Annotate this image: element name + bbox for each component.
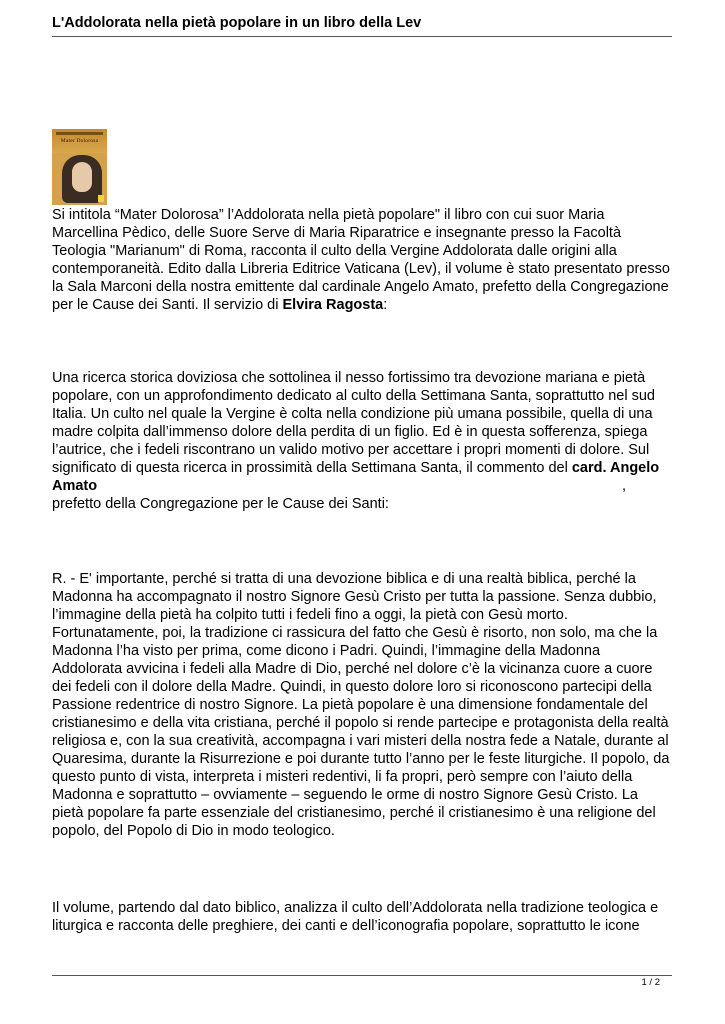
paragraph-intro	[52, 206, 672, 314]
cover-author-strip	[56, 132, 103, 135]
publisher-badge-icon	[98, 195, 104, 202]
paragraph-summary-end: prefetto della Congregazione per le Cause dei Santi:	[52, 496, 389, 512]
cardinal-name-part1: card. Angelo	[571, 460, 660, 476]
book-cover-image	[52, 129, 107, 205]
paragraph-interview: R. - E' importante, perché si tratta di una devozione biblica e di una realtà biblica, perché la Madonna ha accompagnato il nostro Signore Gesù Cristo per tutta la passione. Senza dubbio, l’immagine della pietà ha colpito tutti i fedeli fino a oggi, la pietà con Gesù morto. Fortunatamente, poi, la tradizione ci rassicura del fatto che Gesù è risorto, non solo, ma che la Madonna l’ha visto per prima, come dicono i Padri. Quindi, l’immagine della Madonna Addolorata avvicina i fedeli alla Madre di Dio, perché nel dolore c’è la vicinanza cuore a cuore dei fedeli con il dolore della Madre. Quindi, in questo dolore loro si riconoscono partecipi della Passione redentrice di nostro Signore. La pietà popolare è una dimensione fondamentale del cristianesimo e della vita cristiana, perché il popolo si rende partecipe e protagonista della realtà religiosa e, con la sua creatività, accompagna i vari misteri della nostra fede a Natale, durante al Quaresima, durante la Risurrezione e poi durante tutto l’anno per le feste liturgiche. Il popolo, da questo punto di vista, interpreta i misteri redentivi, li fa propri, però sempre con l’aiuto della Madonna e soprattutto – ovviamente – seguendo le orme di nostro Signore Gesù Cristo. La pietà popolare fa parte essenziale del cristianesimo, perché il cristianesimo è una religione del popolo, del Popolo di Dio in modo teologico.	[52, 571, 670, 839]
paragraph-volume: Il volume, partendo dal dato biblico, analizza il culto dell’Addolorata nella tradizione teologica e liturgica e racconta delle preghiere, dei canti e dell’iconografia popolare, soprattutto le icone	[52, 900, 659, 934]
amato-comma: ,	[622, 478, 627, 494]
page-number: 1 / 2	[641, 977, 660, 988]
reporter-name: Elvira Ragosta	[282, 297, 384, 313]
paragraph-intro-text: Si intitola “Mater Dolorosa” l’Addolorata nella pietà popolare" il libro con cui suor Maria Marcellina Pèdico, delle Suore Serve di Maria Riparatrice e insegnante presso la Facoltà Teologia "Marianum" di Roma, racconta il culto della Vergine Addolorata dalle origini alla contemporaneità. Edito dalla Libreria Editrice Vaticana (Lev), il volume è stato presentato presso la Sala Marconi della nostra emittente dal cardinale Angelo Amato, prefetto della Congregazione per le Cause dei Santi. Il servizio di	[52, 207, 670, 313]
cardinal-name-part2: Amato	[52, 478, 98, 494]
paragraph-summary-text: Una ricerca storica doviziosa che sottolinea il nesso fortissimo tra devozione mariana e pietà popolare, con un approfondimento dedicato al culto della Settimana Santa, soprattutto nel sud Italia. Un culto nel quale la Vergine è colta nella condizione più umana possibile, quella di una madre colpita dall’immenso dolore della perdita di un figlio. Ed è in questa sofferenza, spiega l’autrice, che i fedeli riscontrano un valido motivo per accettare i propri momenti di dolore. Sul significato di questa ricerca in prossimità della Settimana Santa, il commento del	[52, 370, 655, 476]
amato-line	[52, 477, 672, 495]
page-header-title: L'Addolorata nella pietà popolare in un libro della Lev	[52, 12, 672, 37]
paragraph-intro-end: :	[383, 297, 388, 313]
paragraph-summary	[52, 369, 672, 513]
madonna-face-icon	[72, 162, 92, 192]
footer-divider	[52, 975, 672, 976]
cover-title: Mater Dolorosa	[60, 138, 99, 144]
